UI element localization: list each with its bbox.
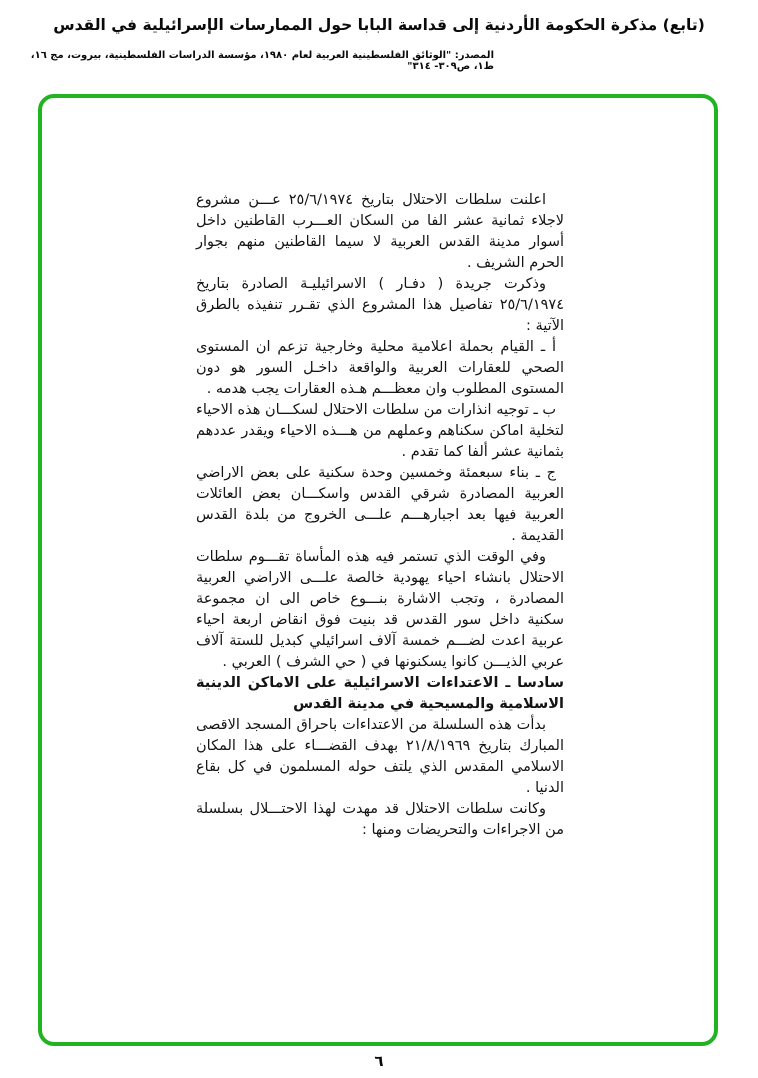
paragraph-item-b: ب ـ توجيه انذارات من سلطات الاحتلال لسكـــان هذه الاحياء لتخلية اماكن سكناهم وعملهم من هـــذه الاحياء ويقدر عددهم بثمانية عشر ألفا كما تقدم . xyxy=(196,402,564,460)
source-line: المصدر: "الوثائق الفلسطينية العربية لعام ١٩٨٠، مؤسسة الدراسات الفلسطينية، بيروت، مج ١٦، ط١، ص٣٠٩- ٣١٤" xyxy=(30,50,494,72)
paragraph-item-j: ج ـ بناء سبعمئة وخمسين وحدة سكنية على بعض الاراضي العربية المصادرة شرقي القدس واسكـــان بعض العائلات العربية فيها بعد اجبارهـــم علـــى الخروج من بلدة القدس القديمة . xyxy=(196,465,564,544)
paragraph: وذكرت جريدة ( دفـار ) الاسرائيليـة الصادرة بتاريخ ٢٥/٦/١٩٧٤ تفاصيل هذا المشروع الذي تقـرر تنفيذه بالطرق الآتية : xyxy=(196,276,564,334)
paragraph: وفي الوقت الذي تستمر فيه هذه المأساة تقـــوم سلطات الاحتلال بانشاء احياء يهودية خالصة علـــى الاراضي العربية المصادرة ، وتجب الاشارة بنـــوع خاص الى ان مجموعة سكنية داخل سور القدس قد بنيت فوق انقاض اربعة احياء عربية اعدت لضـــم خمسة آلاف اسرائيلي كبديل للستة آلاف عربي الذيـــن كانوا يسكنونها في ( حي الشرف ) العربي . xyxy=(196,549,564,670)
paragraph: اعلنت سلطات الاحتلال بتاريخ ٢٥/٦/١٩٧٤ عـــن مشروع لاجلاء ثمانية عشر الفا من السكان العـــرب القاطنين داخل أسوار مدينة القدس العربية لا سيما القاطنين منهم بجوار الحرم الشريف . xyxy=(196,192,564,271)
document-text xyxy=(196,190,564,841)
paragraph-item-a: أ ـ القيام بحملة اعلامية محلية وخارجية تزعم ان المستوى الصحي للعقارات العربية والواقعة داخـل السور هو دون المستوى المطلوب وان معظـــم هـذه العقارات يجب هدمه . xyxy=(196,339,564,397)
page-number: ٦ xyxy=(374,1052,384,1070)
section-heading: سادسا ـ الاعتداءات الاسرائيلية على الاماكن الدينية الاسلامية والمسيحية في مدينة القدس xyxy=(196,675,564,712)
paragraph: بدأت هذه السلسلة من الاعتداءات باحراق المسجد الاقصى المبارك بتاريخ ٢١/٨/١٩٦٩ بهدف القضـــاء على هذا المكان الاسلامي المقدس الذي يلتف حوله المسلمون في كل بقاع الدنيا . xyxy=(196,717,564,796)
content-frame xyxy=(38,94,718,1046)
paragraph: وكانت سلطات الاحتلال قد مهدت لهذا الاحتـــلال بسلسلة من الاجراءات والتحريضات ومنها : xyxy=(196,801,564,838)
document-title: (تابع) مذكرة الحكومة الأردنية إلى قداسة البابا حول الممارسات الإسرائيلية في القدس xyxy=(53,16,705,34)
